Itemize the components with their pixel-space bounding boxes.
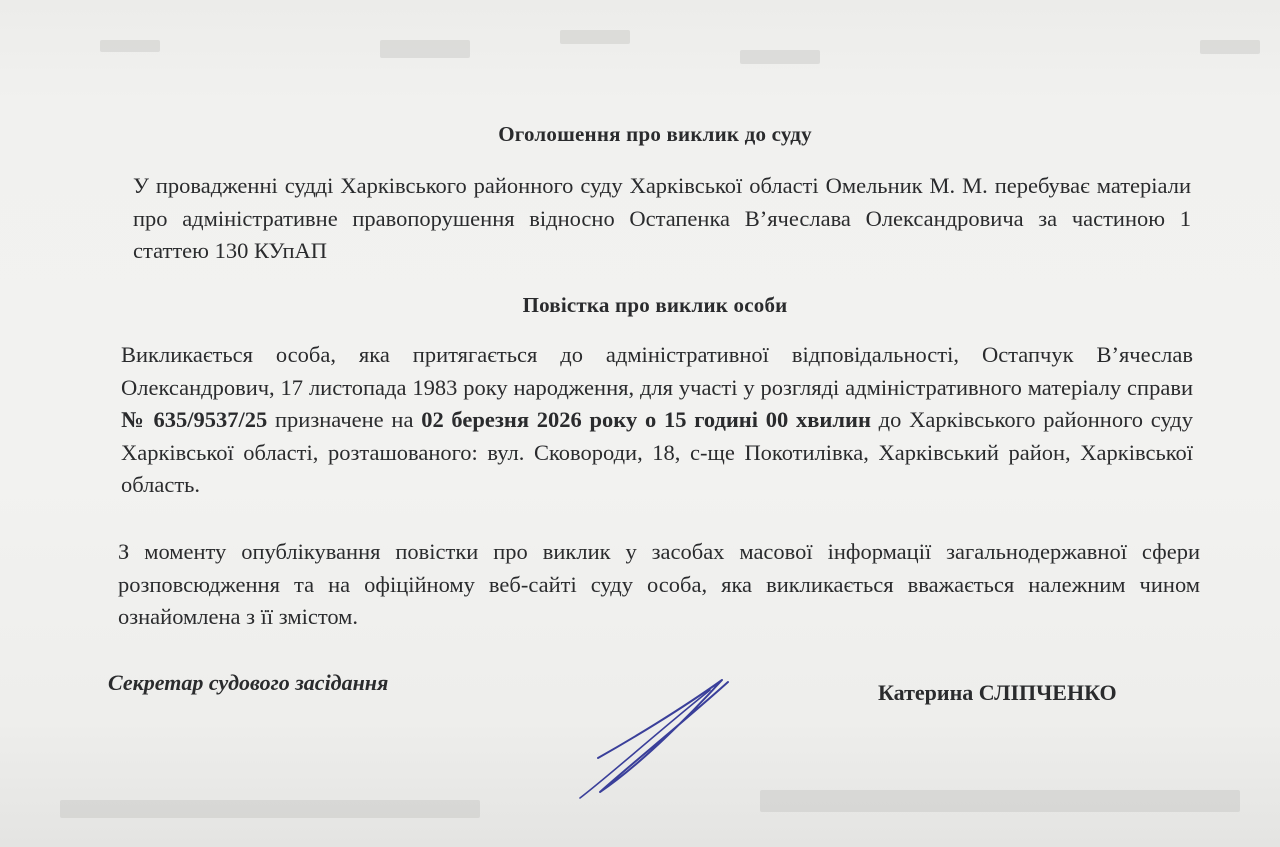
hearing-datetime: 02 березня 2026 року о 15 годині 00 хвилин — [421, 407, 871, 432]
handwritten-signature — [570, 670, 750, 810]
scan-noise — [380, 40, 470, 58]
summons-text-part3: до Харківського районного суду Харківської області, розташованого: вул. Сковороди, 18, с-ще Покотилівка, Харківський район, Харківської область. — [121, 407, 1193, 497]
scan-noise — [1200, 40, 1260, 54]
scan-noise — [760, 790, 1240, 812]
summons-paragraph — [121, 339, 1193, 502]
intro-paragraph: У провадженні судді Харківського районного суду Харківської області Омельник М. М. перебуває матеріали про адміністративне правопорушення відносно Остапенка В’ячеслава Олександровича за частиною 1 статтею 130 КУпАП — [133, 173, 1191, 263]
summons-text-part1: Викликається особа, яка притягається до адміністративної відповідальності, Остапчук В’ячеслав Олександрович, 17 листопада 1983 року народження, для участі у розгляді адміністративного матеріалу справи — [121, 342, 1193, 400]
case-number: № 635/9537/25 — [121, 407, 268, 432]
scan-noise — [740, 50, 820, 64]
scan-noise — [60, 800, 480, 818]
scan-noise — [560, 30, 630, 44]
summons-text-part2: призначене на — [267, 407, 422, 432]
signatory-name: Катерина СЛІПЧЕНКО — [878, 680, 1117, 705]
publication-note: З моменту опублікування повістки про виклик у засобах масової інформації загальнодержавної сфери розповсюдження та на офіційному веб-сайті суду особа, яка викликається вважається належним чином ознайомлена з її змістом. — [118, 539, 1200, 629]
summons-subtitle: Повістка про виклик особи — [522, 293, 788, 317]
document-title: Оголошення про виклик до суду — [498, 122, 812, 146]
scan-noise — [100, 40, 160, 52]
signatory-position: Секретар судового засідання — [108, 670, 389, 695]
